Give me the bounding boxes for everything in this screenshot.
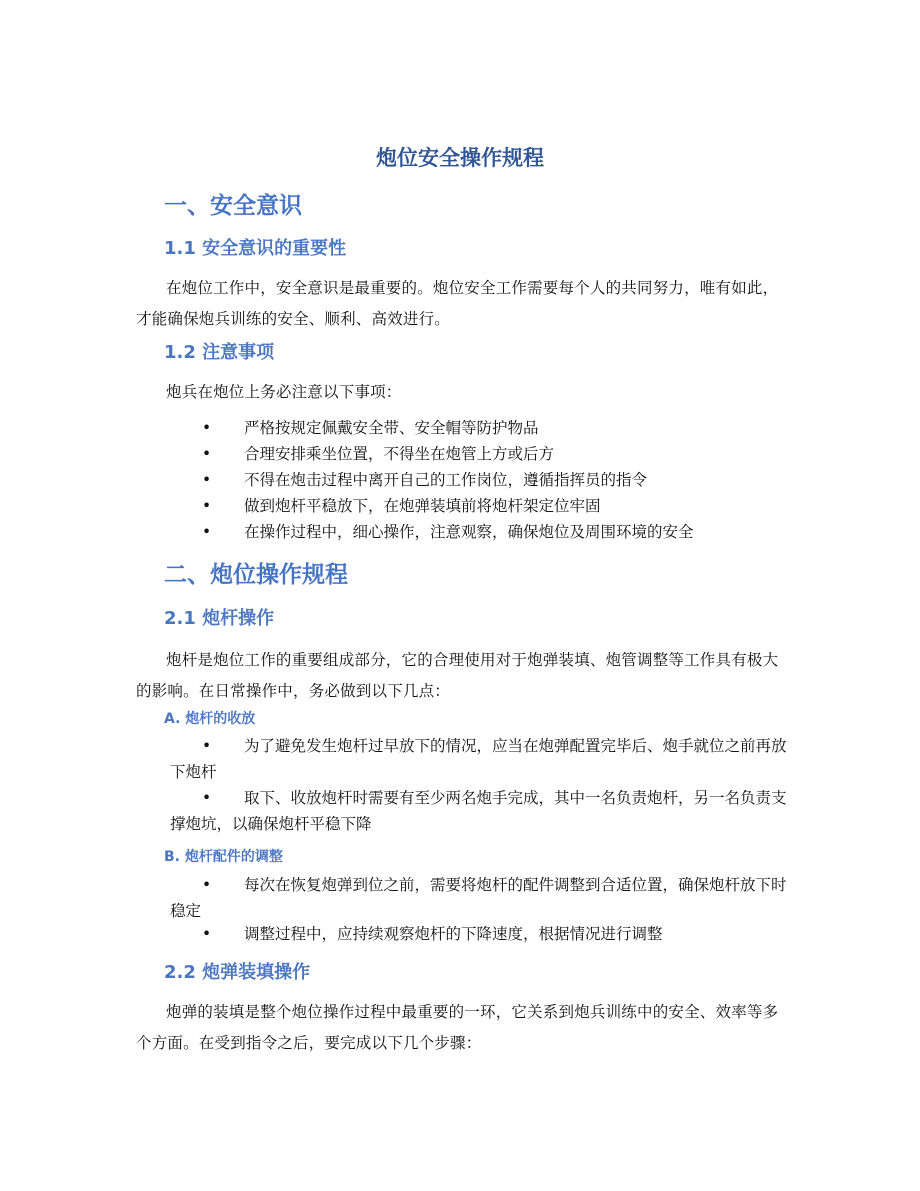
bullet-icon: •	[202, 925, 212, 943]
paragraph-1-2-intro: 炮兵在炮位上务必注意以下事项：	[166, 383, 402, 401]
bullet-icon: •	[202, 789, 212, 807]
bullet-icon: •	[202, 523, 212, 541]
subsection-heading-1-2: 1.2 注意事项	[164, 342, 275, 363]
paragraph-1-1: 在炮位工作中，安全意识是最重要的。炮位安全工作需要每个人的共同努力，唯有如此，才能确保炮兵训练的安全、顺利、高效进行。	[136, 279, 779, 328]
paragraph-2-1: 炮杆是炮位工作的重要组成部分，它的合理使用对于炮弹装填、炮管调整等工作具有极大的影响。在日常操作中，务必做到以下几点：	[136, 651, 779, 700]
bullet-icon: •	[202, 471, 212, 489]
item-heading-a: A. 炮杆的收放	[164, 711, 256, 727]
list-item: • 每次在恢复炮弹到位之前，需要将炮杆的配件调整到合适位置，确保炮杆放下时稳定	[170, 872, 790, 924]
bullet-icon: •	[202, 876, 212, 894]
list-item: • 在操作过程中，细心操作，注意观察，确保炮位及周围环境的安全	[170, 519, 790, 545]
section-heading-1: 一、安全意识	[164, 193, 302, 219]
list-item: • 合理安排乘坐位置，不得坐在炮管上方或后方	[170, 441, 790, 467]
bullet-icon: •	[202, 497, 212, 515]
item-heading-b: B. 炮杆配件的调整	[164, 849, 283, 865]
bullet-icon: •	[202, 445, 212, 463]
list-item: • 不得在炮击过程中离开自己的工作岗位，遵循指挥员的指令	[170, 467, 790, 493]
bullet-icon: •	[202, 737, 212, 755]
page-title: 炮位安全操作规程	[376, 146, 544, 170]
paragraph-2-2: 炮弹的装填是整个炮位操作过程中最重要的一环，它关系到炮兵训练中的安全、效率等多个方面。在受到指令之后，要完成以下几个步骤：	[136, 1003, 779, 1052]
section-heading-2: 二、炮位操作规程	[164, 562, 348, 588]
subsection-heading-2-1: 2.1 炮杆操作	[164, 608, 275, 629]
list-item: • 做到炮杆平稳放下，在炮弹装填前将炮杆架定位牢固	[170, 493, 790, 519]
bullet-icon: •	[202, 419, 212, 437]
list-item: • 严格按规定佩戴安全带、安全帽等防护物品	[170, 415, 790, 441]
list-item: • 为了避免发生炮杆过早放下的情况，应当在炮弹配置完毕后、炮手就位之前再放下炮杆	[170, 733, 790, 785]
list-item: • 调整过程中，应持续观察炮杆的下降速度，根据情况进行调整	[170, 921, 790, 947]
subsection-heading-2-2: 2.2 炮弹装填操作	[164, 962, 311, 983]
list-item: • 取下、收放炮杆时需要有至少两名炮手完成，其中一名负责炮杆，另一名负责支撑炮坑，以确保炮杆平稳下降	[170, 785, 790, 837]
subsection-heading-1-1: 1.1 安全意识的重要性	[164, 238, 347, 259]
